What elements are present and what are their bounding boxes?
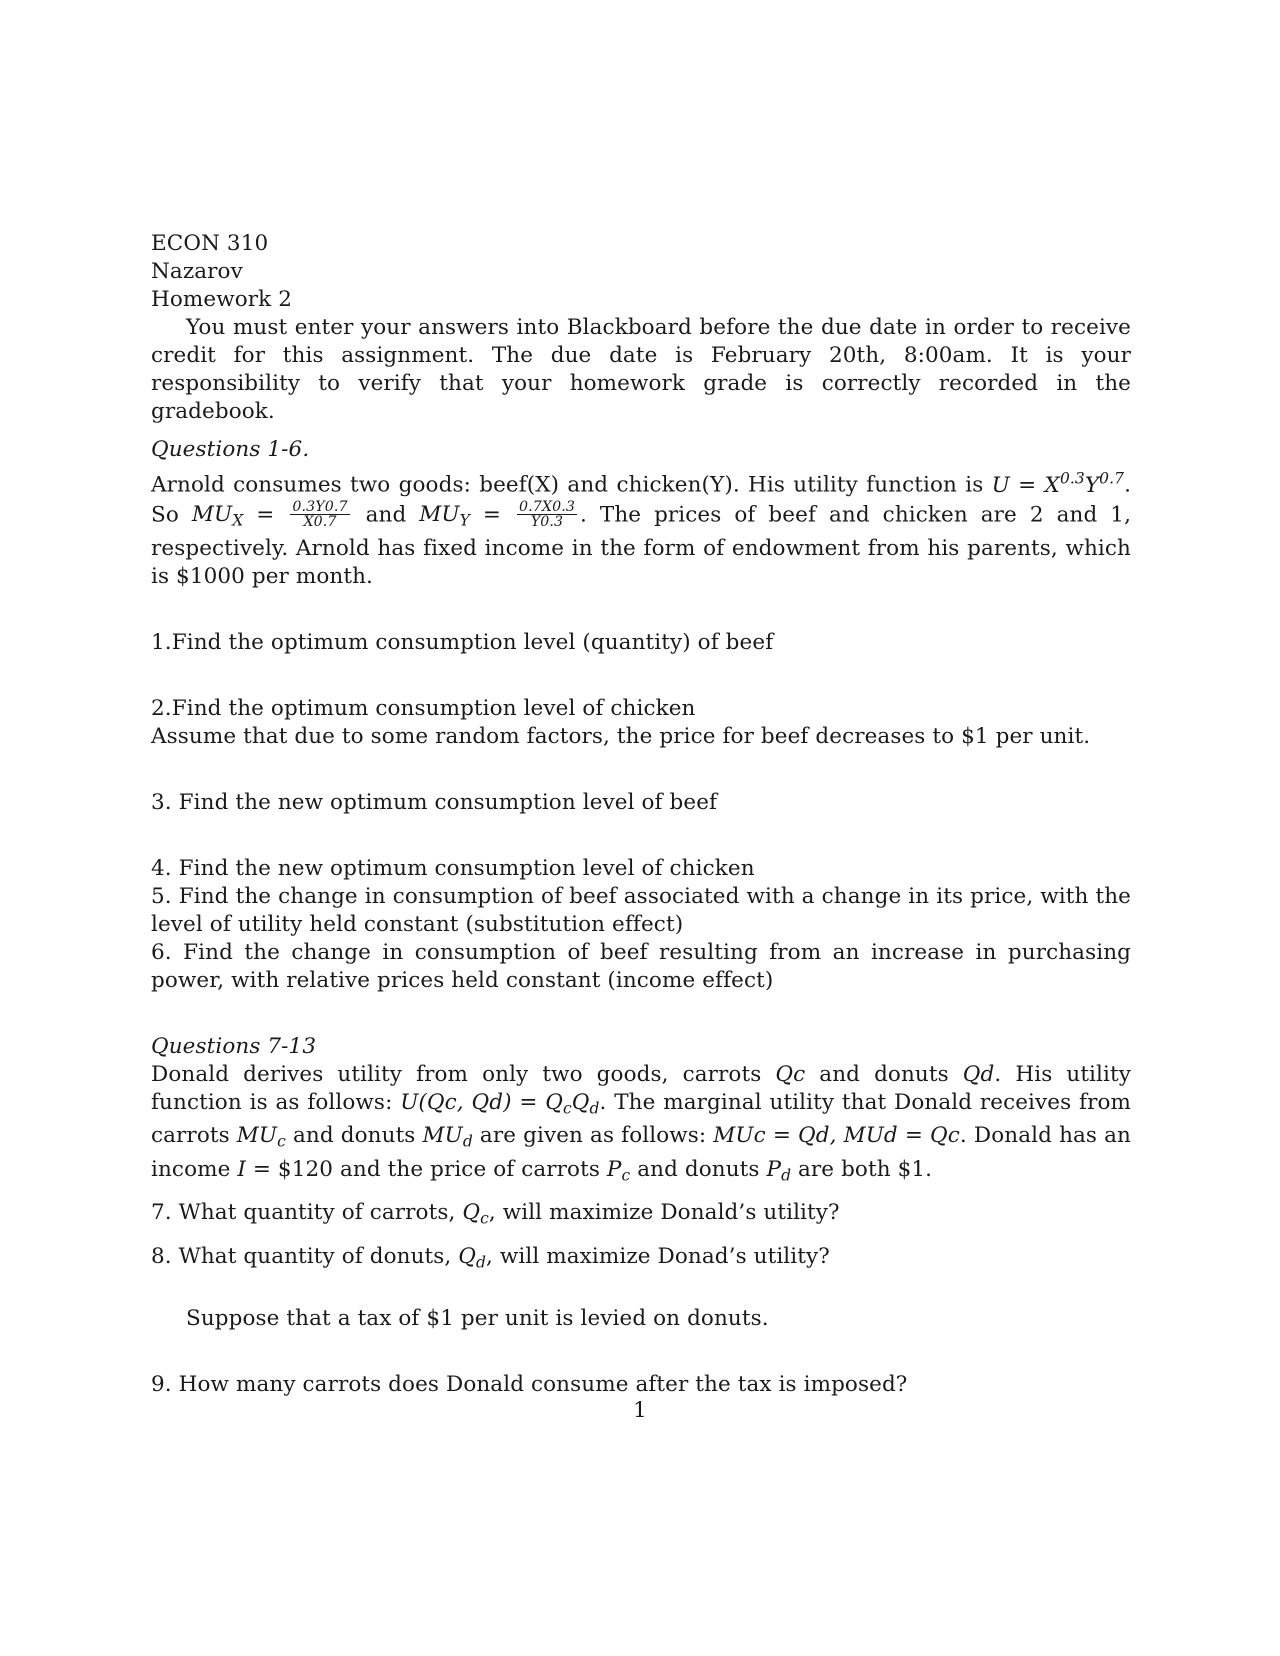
question-2: 2.Find the optimum consumption level of chicken — [151, 695, 696, 721]
price-change-note: Assume that due to some random factors, the price for beef decreases to $1 per unit. — [151, 723, 1091, 749]
muy-fraction: $\frac{0.7X0.3}{Y0.3}$ — [519, 498, 575, 531]
tax-note: Suppose that a tax of $1 per unit is levied on donuts. — [186, 1305, 769, 1331]
intro-paragraph: You must enter your answers into Blackboard before the due date in order to receive credit for this assignment. The due date is February 20th, 8:00am. It is your responsibility to verify that your homework grade is correctly recorded in the gradebook. — [151, 315, 1131, 424]
donald-problem-statement: Donald derives utility from only two goods, carrots Qc and donuts Qd. His utility function is as follows: U(Qc, $Qd) = Q_cQ_d$. The marginal utility that Donald receives from carrots $MU_c$ and donuts $MU_d$ are given as follows: MUc = Qd, MUd = Qc. Donald has an income I = $120 and the price of carrots $P_c$ and donuts $P_d$ are both $1. — [151, 1061, 1131, 1185]
question-3: 3. Find the new optimum consumption level of beef — [151, 789, 718, 815]
assignment-title: Homework 2 — [151, 287, 292, 312]
page-number: 1 — [633, 1398, 647, 1423]
question-6: 6. Find the change in consumption of beef resulting from an increase in purchasing power, with relative prices held constant (income effect) — [151, 939, 1131, 993]
mux-label: $MU_X$ — [191, 501, 244, 530]
muy-label: $MU_Y$ — [419, 501, 470, 530]
question-5: 5. Find the change in consumption of beef associated with a change in its price, with the level of utility held constant (substitution effect) — [151, 883, 1131, 937]
question-8: 8. What quantity of donuts, $Q_d$, will maximize Donad’s utility? — [151, 1244, 830, 1272]
question-4: 4. Find the new optimum consumption level of chicken — [151, 855, 755, 881]
mux-fraction: $\frac{0.3Y0.7}{X0.7}$ — [292, 498, 348, 531]
utility-function: $U = X^{0.3}Y^{0.7}$ — [991, 469, 1125, 498]
document-header — [151, 230, 1131, 314]
question-9: 9. How many carrots does Donald consume after the tax is imposed? — [151, 1371, 908, 1397]
questions-7-13-heading: Questions 7-13 — [151, 1033, 317, 1059]
document-page — [151, 230, 1131, 1399]
course-code: ECON 310 — [151, 231, 269, 256]
question-1: 1.Find the optimum consumption level (quantity) of beef — [151, 629, 774, 655]
instructor-name: Nazarov — [151, 259, 243, 284]
question-7: 7. What quantity of carrots, $Q_c$, will maximize Donald’s utility? — [151, 1200, 840, 1229]
questions-1-6-heading: Questions 1-6. — [151, 437, 310, 462]
arnold-problem-statement: Arnold consumes two goods: beef(X) and chicken(Y). His utility function is $U = X^{0.3}Y^{0.7}$. So $MU_X$ = $\frac{0.3Y0.7}{X0.7}$ and $MU_Y$ = $\frac{0.7X0.3}{Y0.3}$ . The prices of beef and chicken are 2 and 1, respectively. Arnold has fixed income in the form of endowment from his parents, which is $1000 per month. — [151, 469, 1132, 589]
